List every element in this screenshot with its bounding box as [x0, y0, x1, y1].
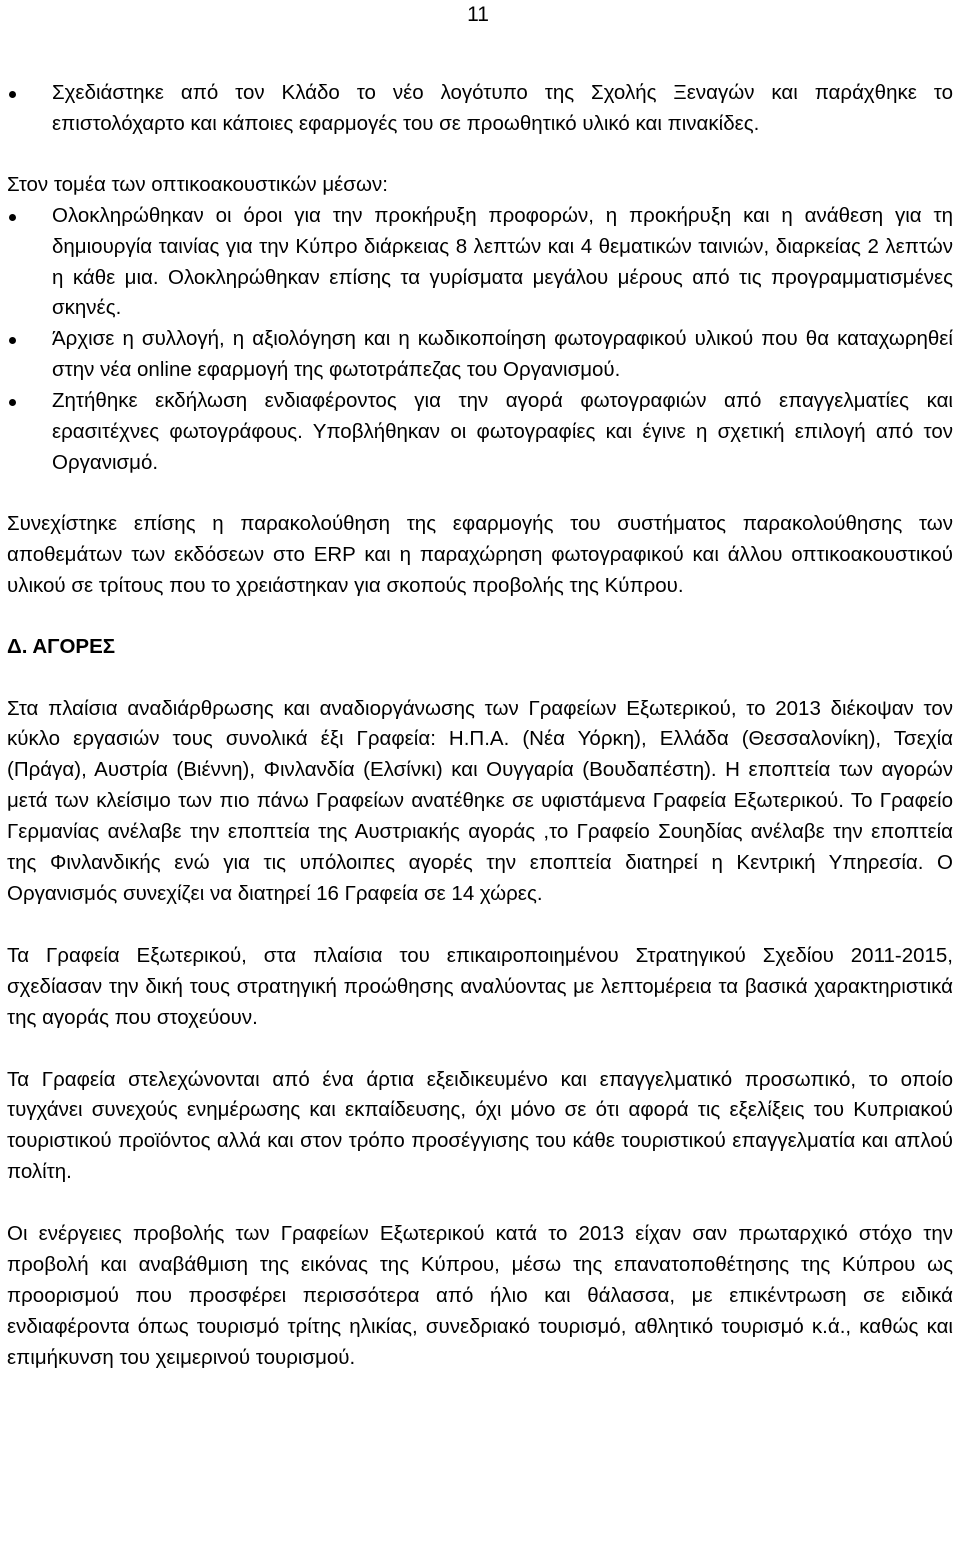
section-heading: Δ. ΑΓΟΡΕΣ [7, 634, 116, 658]
paragraph: Οι ενέργειες προβολής των Γραφείων Εξωτερικού κατά το 2013 είχαν σαν πρωταρχικό στόχο την προβολή και αναβάθμιση της εικόνας της Κύπρου, μέσω της επανατοποθέτησης της Κύπρου ως προορισμού που προσφέρει περισσότερα από ήλιο και θάλασσα, με επικέντρωση σε ειδικά ενδιαφέροντα όπως τουρισμό τρίτης ηλικίας, συνεδριακό τουρισμό, αθλητικό τουρισμό κ.ά., καθώς και επιμήκυνση του χειμερινού τουρισμού. [7, 1222, 953, 1369]
paragraph: Τα Γραφεία Εξωτερικού, στα πλαίσια του επικαιροποιημένου Στρατηγικού Σχεδίου 2011-2015, σχεδίασαν την δική τους στρατηγική προώθησης αναλύοντας με λεπτομέρεια τα βασικά χαρακτηριστικά της αγοράς που στοχεύουν. [7, 943, 953, 1029]
bullet-icon [9, 214, 16, 221]
bullet-icon [9, 337, 16, 344]
list-item [7, 78, 953, 140]
document-body [7, 78, 953, 1374]
list-item-text: Άρχισε η συλλογή, η αξιολόγηση και η κωδικοποίηση φωτογραφικού υλικού που θα καταχωρηθεί στην νέα online εφαρμογή της φωτοτράπεζας του Οργανισμού. [52, 327, 953, 382]
paragraph: Στα πλαίσια αναδιάρθρωσης και αναδιοργάνωσης των Γραφείων Εξωτερικού, το 2013 διέκοψαν τον κύκλο εργασιών τους συνολικά έξι Γραφεία: Η.Π.Α. (Νέα Υόρκη), Ελλάδα (Θεσσαλονίκη), Τσεχία (Πράγα), Αυστρία (Βιέννη), Φινλανδία (Ελσίνκι) και Ουγγαρία (Βουδαπέστη). Η εποπτεία των αγορών μετά των κλείσιμο των πιο πάνω Γραφείων ανατέθηκε σε υφιστάμενα Γραφεία Εξωτερικού. Το Γραφείο Γερμανίας ανέλαβε την εποπτεία της Αυστριακής αγοράς ,το Γραφείο Σουηδίας ανέλαβε την εποπτεία της Φινλανδικής ενώ για τις υπόλοιπες αγορές την εποπτεία διατηρεί η Κεντρική Υπηρεσία. Ο Οργανισμός συνεχίζει να διατηρεί 16 Γραφεία σε 14 χώρες. [7, 696, 953, 905]
list-item [7, 201, 953, 325]
bullet-icon [9, 91, 16, 98]
bullet-icon [9, 399, 16, 406]
bullet-list-av [7, 201, 953, 479]
av-intro: Στον τομέα των οπτικοακουστικών μέσων: [7, 172, 388, 196]
list-item-text: Ολοκληρώθηκαν οι όροι για την προκήρυξη προφορών, η προκήρυξη και η ανάθεση για τη δημιουργία ταινίας για την Κύπρο διάρκειας 8 λεπτών και 4 θεματικών ταινιών, διαρκείας 2 λεπτών η κάθε μια. Ολοκληρώθηκαν επίσης τα γυρίσματα μεγάλου μέρους από τις προγραμματισμένες σκηνές. [52, 203, 953, 320]
list-item-text: Σχεδιάστηκε από τον Κλάδο το νέο λογότυπο της Σχολής Ξεναγών και παράχθηκε το επιστολόχαρτο και κάποιες εφαρμογές του σε προωθητικό υλικό και πινακίδες. [52, 81, 953, 135]
bullet-list-logo [7, 78, 953, 140]
paragraph-erp: Συνεχίστηκε επίσης η παρακολούθηση της εφαρμογής του συστήματος παρακολούθησης των αποθεμάτων των εκδόσεων στο ERP και η παραχώρηση φωτογραφικού και άλλου οπτικοακουστικού υλικού σε τρίτους που το χρειάστηκαν για σκοπούς προβολής της Κύπρου. [7, 511, 953, 597]
paragraph: Τα Γραφεία στελεχώνονται από ένα άρτια εξειδικευμένο και επαγγελματικό προσωπικό, το οποίο τυγχάνει συνεχούς ενημέρωσης και εκπαίδευσης, όχι μόνο σε ότι αφορά τις εξελίξεις του Κυπριακού τουριστικού προϊόντος αλλά και στον τρόπο προσέγγισης του κάθε τουριστικού επαγγελματία και απλού πολίτη. [7, 1067, 953, 1184]
list-item [7, 386, 953, 479]
list-item-text: Ζητήθηκε εκδήλωση ενδιαφέροντος για την αγορά φωτογραφιών από επαγγελματίες και ερασιτέχνες φωτογράφους. Υποβλήθηκαν οι φωτογραφίες και έγινε η σχετική επιλογή από τον Οργανισμό. [52, 389, 953, 474]
page-number: 11 [467, 3, 489, 26]
list-item [7, 324, 953, 386]
